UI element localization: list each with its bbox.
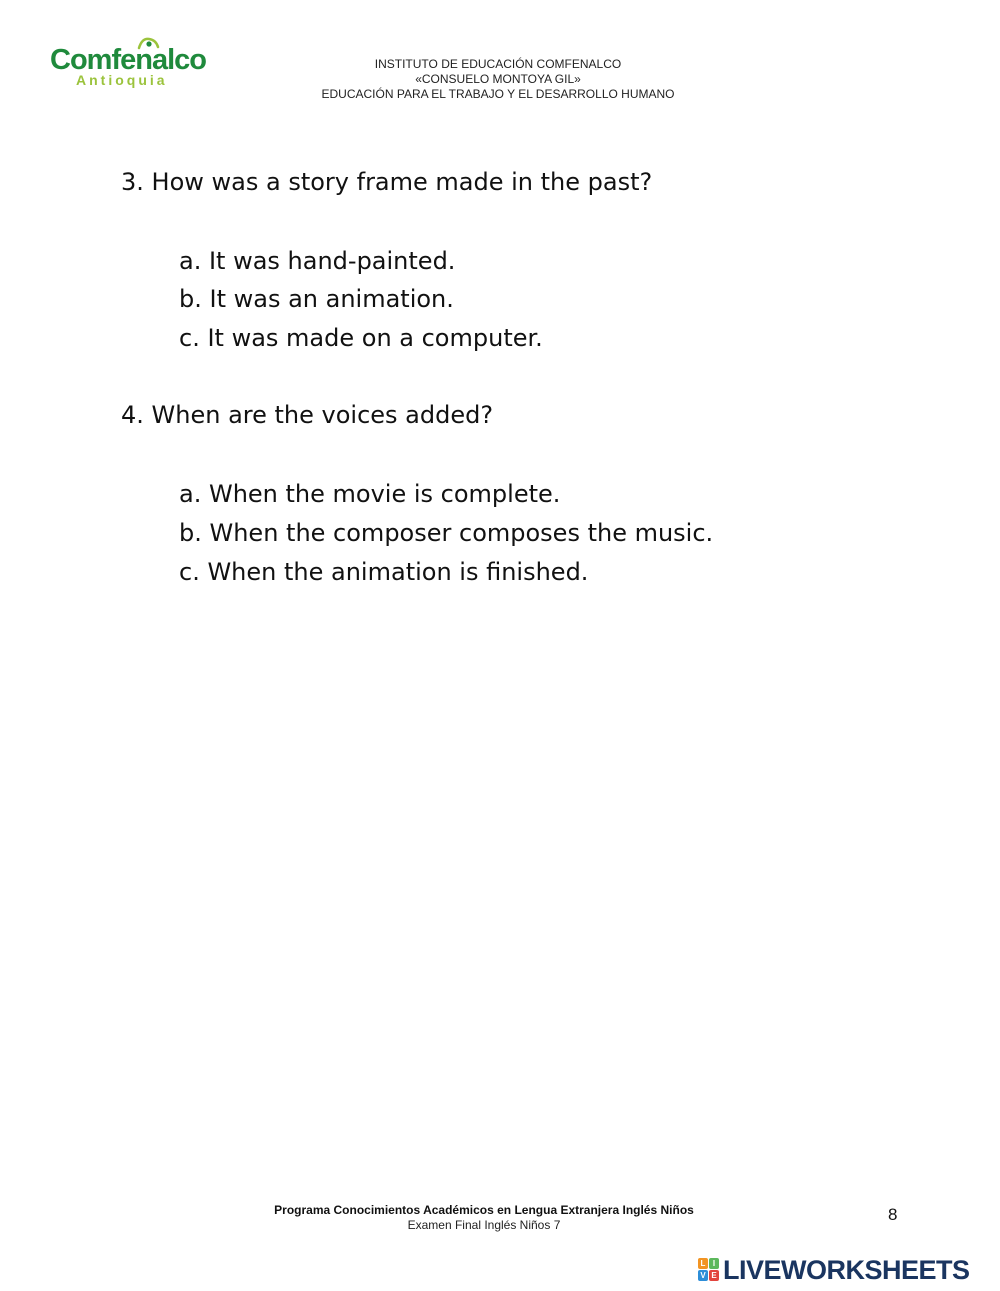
question-3-option-b[interactable]: b. It was an animation.	[179, 285, 454, 313]
liveworksheets-watermark	[698, 1256, 998, 1284]
lw-box-i: I	[709, 1258, 719, 1269]
question-4-option-c[interactable]: c. When the animation is finished.	[179, 558, 589, 586]
lw-box-e: E	[709, 1270, 719, 1281]
footer-exam-title: Examen Final Inglés Niños 7	[407, 1218, 561, 1232]
question-4-option-b[interactable]: b. When the composer composes the music.	[179, 519, 714, 547]
question-4-option-a[interactable]: a. When the movie is complete.	[179, 480, 561, 508]
institution-header	[260, 57, 736, 102]
institution-line: EDUCACIÓN PARA EL TRABAJO Y EL DESARROLLO HUMANO	[321, 87, 675, 101]
logo-name: Comfenalco	[50, 44, 206, 76]
question-3-option-c[interactable]: c. It was made on a computer.	[179, 324, 543, 352]
question-3-option-a[interactable]: a. It was hand-painted.	[179, 247, 456, 275]
institution-line: «CONSUELO MONTOYA GIL»	[415, 72, 581, 86]
footer-program	[170, 1203, 798, 1233]
lw-box-l: L	[698, 1258, 708, 1269]
comfenalco-logo	[50, 36, 210, 92]
page-number: 8	[888, 1205, 898, 1224]
lw-box-v: V	[698, 1270, 708, 1281]
liveworksheets-text: LIVEWORKSHEETS	[723, 1255, 970, 1285]
footer-program-title: Programa Conocimientos Académicos en Lengua Extranjera Inglés Niños	[274, 1203, 694, 1217]
question-3: 3. How was a story frame made in the past?	[121, 168, 653, 196]
liveworksheets-logo-icon	[698, 1258, 720, 1282]
logo-region: Antioquia	[76, 72, 168, 88]
institution-line: INSTITUTO DE EDUCACIÓN COMFENALCO	[374, 57, 622, 71]
question-4: 4. When are the voices added?	[121, 401, 494, 429]
